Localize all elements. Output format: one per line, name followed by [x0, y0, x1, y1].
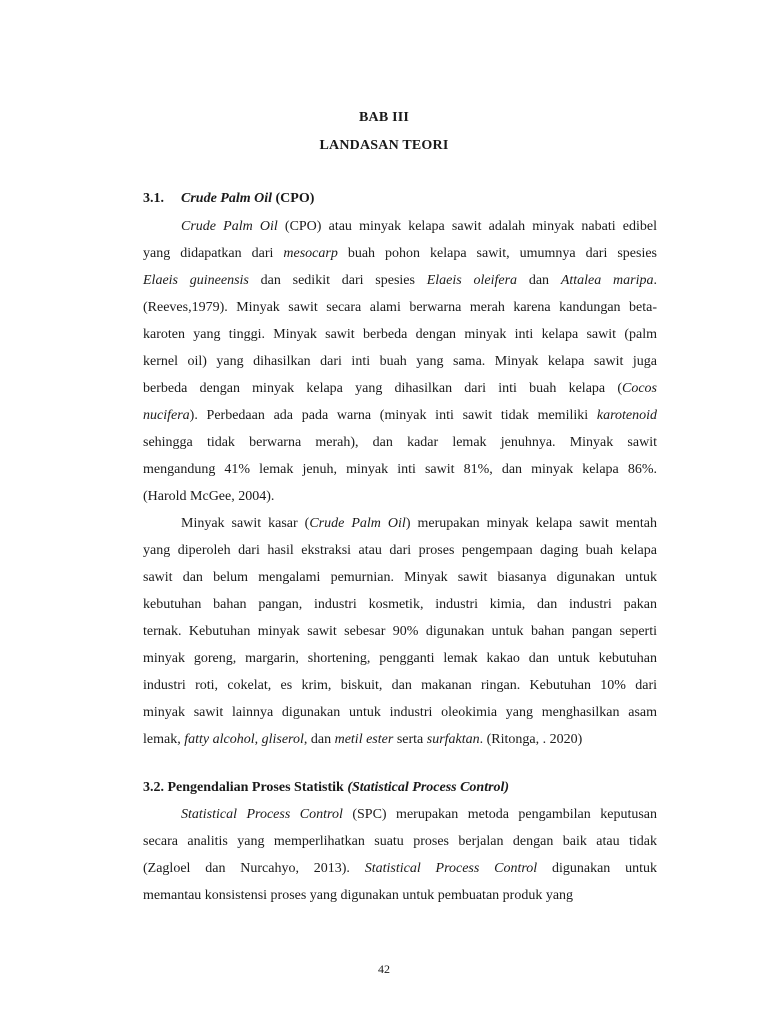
paragraph-line: sawit dan belum mengalami pemurnian. Minyak sawit biasanya digunakan untuk: [143, 570, 657, 585]
text-run: . (Ritonga, . 2020): [479, 732, 583, 747]
paragraph-line: mengandung 41% lemak jenuh, minyak inti sawit 81%, dan minyak kelapa 86%.: [143, 462, 657, 477]
italic-term: metil ester: [334, 732, 394, 747]
text-run: buah pohon kelapa sawit, umumnya dari spesies: [337, 246, 658, 261]
section-title-italic: Crude Palm Oil: [181, 191, 273, 206]
paragraph-line: yang diperoleh dari hasil ekstraksi atau dari proses pengempaan daging buah kelapa: [143, 543, 657, 558]
paragraph-line: [143, 268, 657, 294]
page-number: 42: [378, 962, 390, 976]
section-number: 3.1.: [143, 191, 164, 206]
paragraph-line: minyak goreng, margarin, shortening, pengganti lemak kakao dan untuk kebutuhan: [143, 651, 657, 666]
text-run: .: [653, 273, 657, 288]
paragraph-line: [143, 241, 657, 267]
italic-term: Cocos: [622, 381, 657, 396]
italic-term: Elaeis oleifera: [426, 273, 518, 288]
paragraph-line: [181, 511, 657, 537]
italic-term: Attalea maripa: [560, 273, 654, 288]
paragraph-line: industri roti, cokelat, es krim, biskuit, dan makanan ringan. Kebutuhan 10% dari: [143, 678, 657, 693]
italic-term: Crude Palm Oil: [181, 219, 278, 234]
paragraph-line: [143, 856, 657, 882]
text-run: (Zagloel dan Nurcahyo, 2013).: [143, 861, 365, 876]
paragraph-line: minyak sawit lainnya digunakan untuk industri oleokimia yang menghasilkan asam: [143, 705, 657, 720]
italic-term: fatty alcohol: [184, 732, 255, 747]
italic-term: Statistical Process Control: [181, 807, 343, 822]
text-run: (CPO) atau minyak kelapa sawit adalah minyak nabati edibel: [277, 219, 657, 234]
text-run: (SPC) merupakan metoda pengambilan keputusan: [342, 807, 657, 822]
chapter-label: BAB III: [358, 110, 410, 125]
text-run: ) merupakan minyak kelapa sawit mentah: [405, 516, 657, 531]
text-run: lemak,: [143, 732, 185, 747]
paragraph-line: ternak. Kebutuhan minyak sawit sebesar 90% digunakan untuk bahan pangan seperti: [143, 624, 657, 639]
section-title-italic: (Statistical Process Control): [347, 780, 510, 795]
italic-term: Statistical Process Control: [364, 861, 538, 876]
italic-term: mesocarp: [283, 246, 338, 261]
paragraph-line: kebutuhan bahan pangan, industri kosmetik, industri kimia, dan industri pakan: [143, 597, 657, 612]
text-run: berbeda dengan minyak kelapa yang dihasilkan dari inti buah kelapa (: [143, 381, 622, 396]
section-3-1-heading: [143, 186, 657, 212]
text-run: dan sedikit dari spesies: [248, 273, 427, 288]
text-run: yang didapatkan dari: [143, 246, 284, 261]
section-3-2-heading: [143, 775, 657, 801]
chapter-title: LANDASAN TEORI: [319, 138, 449, 153]
text-run: dan: [517, 273, 561, 288]
text-run: ,: [254, 732, 262, 747]
italic-term: Crude Palm Oil: [309, 516, 406, 531]
italic-term: karotenoid: [596, 408, 657, 423]
paragraph-line: [143, 403, 657, 429]
paragraph-line: (Harold McGee, 2004).: [143, 489, 275, 504]
paragraph-line: [181, 802, 657, 828]
text-run: Minyak sawit kasar (: [181, 516, 310, 531]
paragraph-line: karoten yang tinggi. Minyak sawit berbeda dengan minyak inti kelapa sawit (palm: [143, 327, 657, 342]
text-run: serta: [393, 732, 427, 747]
paragraph-line: kernel oil) yang dihasilkan dari inti buah yang sama. Minyak kelapa sawit juga: [143, 354, 657, 369]
paragraph-line: [143, 376, 657, 402]
paragraph-line: memantau konsistensi proses yang digunakan untuk pembuatan produk yang: [143, 888, 574, 903]
text-run: digunakan untuk: [537, 861, 657, 876]
italic-term: gliserol: [261, 732, 304, 747]
paragraph-line: sehingga tidak berwarna merah), dan kadar lemak jenuhnya. Minyak sawit: [143, 435, 657, 450]
section-title: 3.2. Pengendalian Proses Statistik: [143, 780, 348, 795]
paragraph-line: [181, 214, 657, 240]
italic-term: nucifera: [143, 408, 190, 423]
section-title-rest: (CPO): [272, 191, 315, 206]
paragraph-line: (Reeves,1979). Minyak sawit secara alami berwarna merah karena kandungan beta-: [143, 300, 657, 315]
italic-term: surfaktan: [426, 732, 480, 747]
text-run: , dan: [303, 732, 335, 747]
text-run: ). Perbedaan ada pada warna (minyak inti sawit tidak memiliki: [189, 408, 597, 423]
italic-term: Elaeis guineensis: [143, 273, 249, 288]
paragraph-line: [143, 727, 657, 753]
paragraph-line: secara analitis yang memperlihatkan suatu proses berjalan dengan baik atau tidak: [143, 834, 657, 849]
